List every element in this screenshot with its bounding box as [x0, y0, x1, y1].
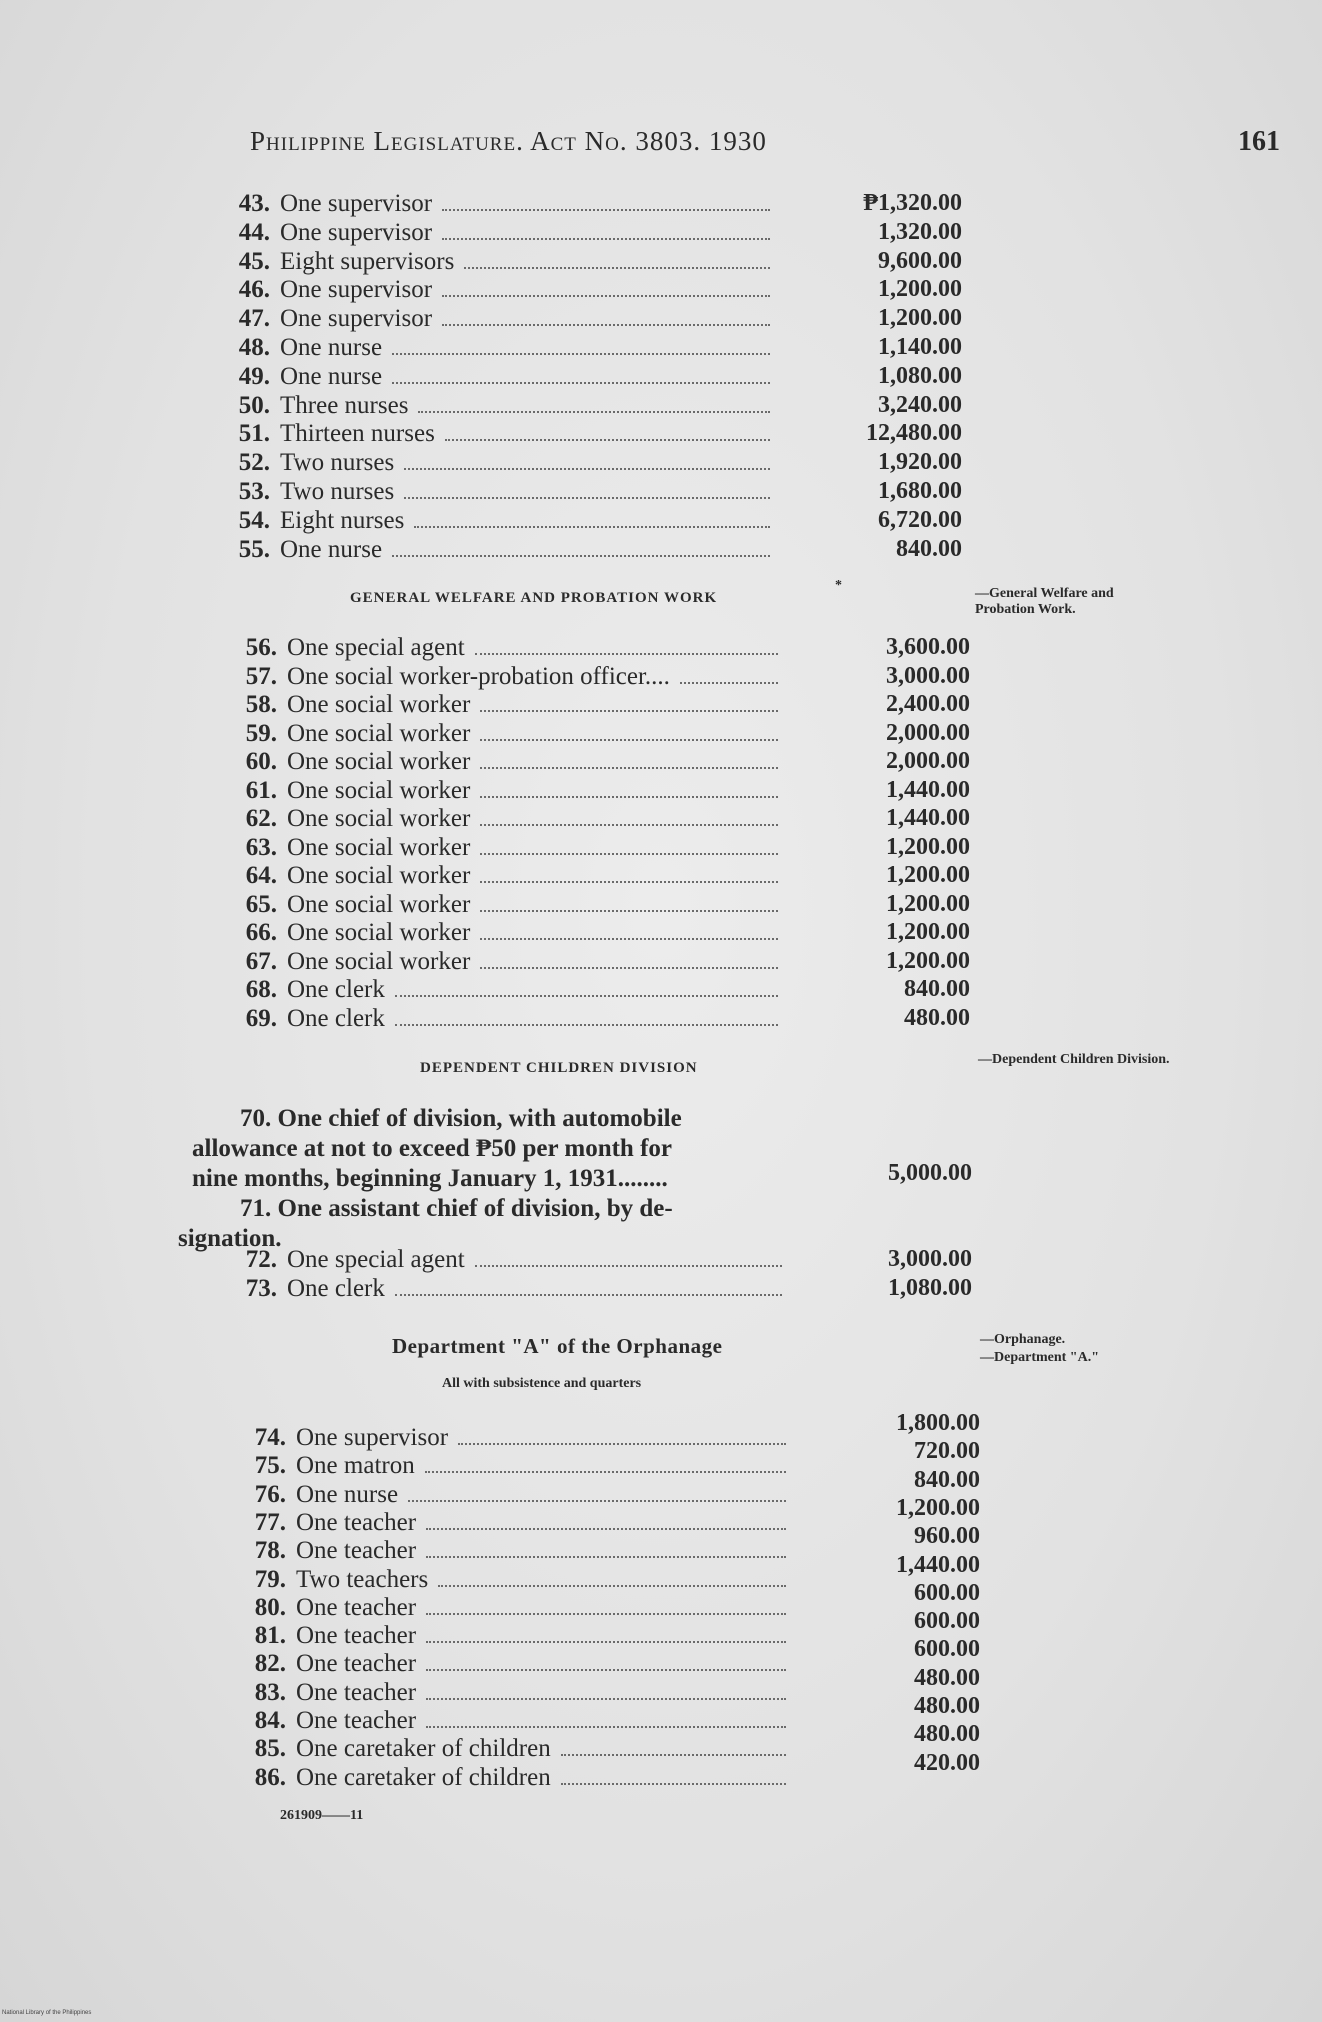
item-title: One social worker: [287, 719, 471, 747]
line-item: [225, 919, 778, 947]
line-item: [234, 1707, 786, 1735]
item-amount: 1,200.00: [896, 1494, 980, 1521]
item-amount: 3,600.00: [886, 634, 970, 660]
item-number: 67.: [245, 947, 277, 975]
item-title: One nurse: [280, 334, 383, 361]
line-item: [218, 190, 770, 218]
item-number: 68.: [245, 976, 277, 1003]
item-number: 80.: [254, 1593, 286, 1621]
line-item: [234, 1764, 786, 1792]
item-title: One matron: [296, 1452, 415, 1480]
line-item: [234, 1650, 786, 1678]
item-amount: 1,800.00: [896, 1410, 980, 1436]
line-item: [234, 1509, 786, 1537]
item-number: 73.: [245, 1275, 277, 1302]
dot-leader: [480, 938, 778, 940]
dot-leader: [480, 967, 778, 969]
item-amount: 840.00: [896, 535, 962, 562]
item-70-paragraph: [192, 1104, 832, 1194]
item-number: 44.: [238, 218, 270, 246]
item-number: 69.: [245, 1004, 277, 1032]
item-number: 51.: [238, 420, 270, 448]
line-item: [225, 1246, 782, 1274]
item-amount: ₱1,320.00: [863, 190, 962, 216]
item-number: 55.: [238, 535, 270, 563]
item-70-line-3: nine months, beginning January 1, 1931........: [192, 1165, 668, 1192]
item-title: One teacher: [296, 1707, 417, 1734]
line-item: [225, 720, 778, 748]
dot-leader: [414, 526, 770, 528]
item-title: Two teachers: [296, 1565, 429, 1593]
item-number: 86.: [254, 1763, 286, 1791]
dot-leader: [561, 1754, 786, 1756]
item-title: One social worker-probation officer....: [287, 662, 670, 690]
line-item: [218, 478, 770, 506]
item-number: 75.: [254, 1452, 286, 1480]
item-amount: 1,200.00: [878, 276, 962, 303]
dot-leader: [445, 439, 770, 441]
dot-leader: [480, 824, 778, 826]
line-item: [225, 663, 778, 691]
item-amount: 840.00: [914, 1466, 980, 1493]
item-amount: 960.00: [914, 1523, 980, 1550]
line-item: [225, 691, 778, 719]
line-item: [234, 1424, 786, 1452]
line-item: [218, 536, 770, 564]
dot-leader: [442, 295, 770, 297]
line-item: [218, 219, 770, 247]
stray-mark: *: [835, 578, 842, 593]
line-item: [234, 1452, 786, 1480]
item-title: One social worker: [287, 947, 471, 975]
page-header: [250, 126, 1280, 166]
item-title: One nurse: [280, 535, 383, 563]
item-amount: 6,720.00: [878, 506, 962, 533]
item-number: 63.: [245, 833, 277, 861]
item-title: One special agent: [287, 1246, 465, 1273]
item-amount: 480.00: [914, 1721, 980, 1748]
item-amount: 3,000.00: [886, 662, 970, 689]
item-number: 62.: [245, 805, 277, 832]
line-item: [218, 248, 770, 276]
item-title: One caretaker of children: [296, 1763, 551, 1791]
section-heading-orphanage: Department "A" of the Orphanage: [392, 1334, 723, 1358]
item-number: 76.: [254, 1480, 286, 1508]
item-title: One supervisor: [280, 276, 433, 304]
line-item: [234, 1481, 786, 1509]
item-number: 78.: [254, 1537, 286, 1565]
dot-leader: [442, 238, 770, 240]
item-title: One teacher: [296, 1537, 417, 1565]
line-item: [234, 1594, 786, 1622]
item-number: 72.: [245, 1246, 277, 1273]
item-number: 54.: [238, 506, 270, 534]
scan-credit: National Library of the Philippines: [2, 2010, 92, 2016]
line-item: [234, 1537, 786, 1565]
item-title: One teacher: [296, 1593, 417, 1621]
item-amount: 480.00: [904, 1004, 970, 1031]
item-title: Two nurses: [280, 449, 395, 477]
dot-leader: [395, 995, 778, 997]
item-amount: 480.00: [914, 1693, 980, 1719]
dot-leader: [404, 468, 770, 470]
line-item: [234, 1735, 786, 1763]
item-title: One social worker: [287, 748, 471, 775]
dot-leader: [680, 682, 778, 684]
dot-leader: [480, 767, 778, 769]
dot-leader: [426, 1726, 786, 1728]
dot-leader: [418, 411, 770, 413]
item-amount: 480.00: [914, 1664, 980, 1691]
item-71-line-1: 71. One assistant chief of division, by de-: [240, 1195, 673, 1222]
item-number: 50.: [238, 391, 270, 419]
item-amount: 1,920.00: [878, 449, 962, 476]
item-number: 58.: [245, 691, 277, 718]
section-heading-welfare: GENERAL WELFARE AND PROBATION WORK: [350, 590, 718, 606]
dot-leader: [561, 1783, 786, 1785]
item-number: 60.: [245, 748, 277, 775]
item-71-line-2: signation.: [178, 1225, 282, 1252]
dot-leader: [480, 881, 778, 883]
item-title: One special agent: [287, 634, 465, 661]
dot-leader: [408, 1500, 786, 1502]
dot-leader: [475, 653, 778, 655]
item-title: Two nurses: [280, 478, 395, 505]
item-number: 81.: [254, 1622, 286, 1650]
dot-leader: [464, 267, 770, 269]
dot-leader: [426, 1556, 786, 1558]
margin-note-department-a: —Department "A.": [980, 1350, 1099, 1365]
item-number: 47.: [238, 305, 270, 333]
item-title: One clerk: [287, 976, 385, 1003]
item-amount: 1,140.00: [878, 334, 962, 360]
dot-leader: [395, 1024, 778, 1026]
item-title: One supervisor: [280, 218, 433, 246]
line-item: [234, 1566, 786, 1594]
item-number: 56.: [245, 634, 277, 661]
margin-note-dependent: —Dependent Children Division.: [978, 1052, 1170, 1067]
dot-leader: [395, 1294, 782, 1296]
dot-leader: [442, 209, 770, 211]
item-number: 53.: [238, 478, 270, 505]
dot-leader: [425, 1471, 786, 1473]
item-amount: 1,440.00: [886, 776, 970, 803]
line-item: [218, 392, 770, 420]
item-amount: 1,440.00: [896, 1551, 980, 1578]
item-title: One clerk: [287, 1004, 385, 1032]
item-amount: 1,080.00: [888, 1275, 972, 1301]
item-number: 84.: [254, 1707, 286, 1734]
item-amount: 2,400.00: [886, 691, 970, 717]
dot-leader: [480, 910, 778, 912]
line-item: [225, 834, 778, 862]
item-title: Three nurses: [280, 391, 409, 419]
dot-leader: [392, 353, 770, 355]
margin-note-orphanage: —Orphanage.: [980, 1332, 1066, 1347]
line-item: [225, 862, 778, 890]
item-title: One social worker: [287, 862, 471, 889]
item-title: Eight supervisors: [280, 247, 455, 275]
item-amount: 1,200.00: [886, 833, 970, 860]
item-title: One clerk: [287, 1275, 385, 1302]
item-title: One teacher: [296, 1622, 417, 1650]
item-amount: 1,440.00: [886, 805, 970, 831]
item-amount: 1,200.00: [878, 305, 962, 332]
item-number: 82.: [254, 1650, 286, 1678]
item-amount: 1,080.00: [878, 362, 962, 389]
line-item: [225, 777, 778, 805]
page-number: 161: [1238, 126, 1280, 157]
item-71-paragraph: [178, 1194, 818, 1254]
item-number: 61.: [245, 776, 277, 804]
item-number: 48.: [238, 334, 270, 361]
line-item: [218, 363, 770, 391]
item-amount: 3,000.00: [888, 1246, 972, 1272]
item-number: 66.: [245, 919, 277, 946]
item-number: 45.: [238, 247, 270, 275]
item-title: Thirteen nurses: [280, 420, 435, 448]
line-item: [225, 948, 778, 976]
item-number: 83.: [254, 1678, 286, 1706]
item-number: 49.: [238, 362, 270, 390]
item-amount: 720.00: [914, 1438, 980, 1465]
dot-leader: [442, 324, 770, 326]
item-number: 85.: [254, 1735, 286, 1763]
line-item: [218, 276, 770, 304]
item-title: One supervisor: [280, 305, 433, 333]
item-amount: 600.00: [914, 1579, 980, 1606]
dot-leader: [475, 1265, 782, 1267]
dot-leader: [426, 1698, 786, 1700]
line-item: [218, 305, 770, 333]
item-number: 46.: [238, 276, 270, 304]
item-title: One social worker: [287, 805, 471, 832]
line-item: [225, 748, 778, 776]
dot-leader: [480, 853, 778, 855]
item-number: 74.: [254, 1424, 286, 1451]
section-subheading-orphanage: All with subsistence and quarters: [442, 1376, 642, 1391]
item-number: 43.: [238, 190, 270, 217]
item-title: One social worker: [287, 919, 471, 946]
item-title: One social worker: [287, 691, 471, 718]
item-amount: 1,320.00: [878, 218, 962, 245]
item-title: One social worker: [287, 833, 471, 861]
line-item: [218, 449, 770, 477]
dot-leader: [480, 710, 778, 712]
item-title: One nurse: [296, 1480, 399, 1508]
printer-signature-mark: 261909——11: [280, 1808, 364, 1823]
running-head: Philippine Legislature. Act No. 3803. 1930: [250, 126, 767, 156]
item-70-amount: 5,000.00: [888, 1160, 972, 1186]
item-70-line-2: allowance at not to exceed ₱50 per month for: [192, 1135, 673, 1162]
dot-leader: [404, 497, 770, 499]
dot-leader: [426, 1641, 786, 1643]
item-amount: 840.00: [904, 976, 970, 1002]
item-number: 77.: [254, 1508, 286, 1536]
item-amount: 12,480.00: [866, 420, 962, 447]
dot-leader: [426, 1613, 786, 1615]
line-item: [225, 891, 778, 919]
margin-note-welfare: —General Welfare and Probation Work.: [975, 586, 1114, 617]
dot-leader: [426, 1669, 786, 1671]
item-amount: 2,000.00: [886, 719, 970, 746]
item-amount: 1,680.00: [878, 478, 962, 504]
item-title: One supervisor: [280, 190, 433, 217]
item-title: One supervisor: [296, 1424, 449, 1451]
item-amount: 1,200.00: [886, 947, 970, 974]
line-item: [218, 420, 770, 448]
dot-leader: [392, 382, 770, 384]
dot-leader: [480, 739, 778, 741]
item-amount: 1,200.00: [886, 862, 970, 888]
item-number: 65.: [245, 890, 277, 918]
item-title: One social worker: [287, 776, 471, 804]
item-amount: 1,200.00: [886, 919, 970, 945]
item-amount: 600.00: [914, 1608, 980, 1635]
line-item: [234, 1679, 786, 1707]
line-item: [225, 634, 778, 662]
item-amount: 1,200.00: [886, 890, 970, 917]
line-item: [218, 334, 770, 362]
item-title: One nurse: [280, 362, 383, 390]
item-amount: 420.00: [914, 1749, 980, 1776]
item-number: 59.: [245, 719, 277, 747]
line-item: [225, 976, 778, 1004]
line-item: [225, 805, 778, 833]
item-title: One caretaker of children: [296, 1735, 551, 1763]
item-title: One teacher: [296, 1678, 417, 1706]
item-amount: 9,600.00: [878, 247, 962, 274]
dot-leader: [438, 1585, 786, 1587]
line-item: [225, 1275, 782, 1303]
dot-leader: [480, 796, 778, 798]
line-item: [218, 507, 770, 535]
dot-leader: [426, 1528, 786, 1530]
item-70-line-1: 70. One chief of division, with automobile: [240, 1105, 682, 1132]
item-title: One teacher: [296, 1650, 417, 1678]
item-number: 79.: [254, 1565, 286, 1593]
line-item: [234, 1622, 786, 1650]
item-amount: 3,240.00: [878, 391, 962, 418]
line-item: [225, 1005, 778, 1033]
dot-leader: [392, 555, 770, 557]
item-title: One teacher: [296, 1508, 417, 1536]
item-number: 64.: [245, 862, 277, 889]
section-heading-dependent: DEPENDENT CHILDREN DIVISION: [420, 1060, 698, 1076]
item-title: Eight nurses: [280, 506, 405, 534]
dot-leader: [458, 1443, 786, 1445]
item-title: One social worker: [287, 890, 471, 918]
item-number: 57.: [245, 662, 277, 690]
item-number: 52.: [238, 449, 270, 477]
item-amount: 2,000.00: [886, 748, 970, 774]
item-amount: 600.00: [914, 1636, 980, 1663]
